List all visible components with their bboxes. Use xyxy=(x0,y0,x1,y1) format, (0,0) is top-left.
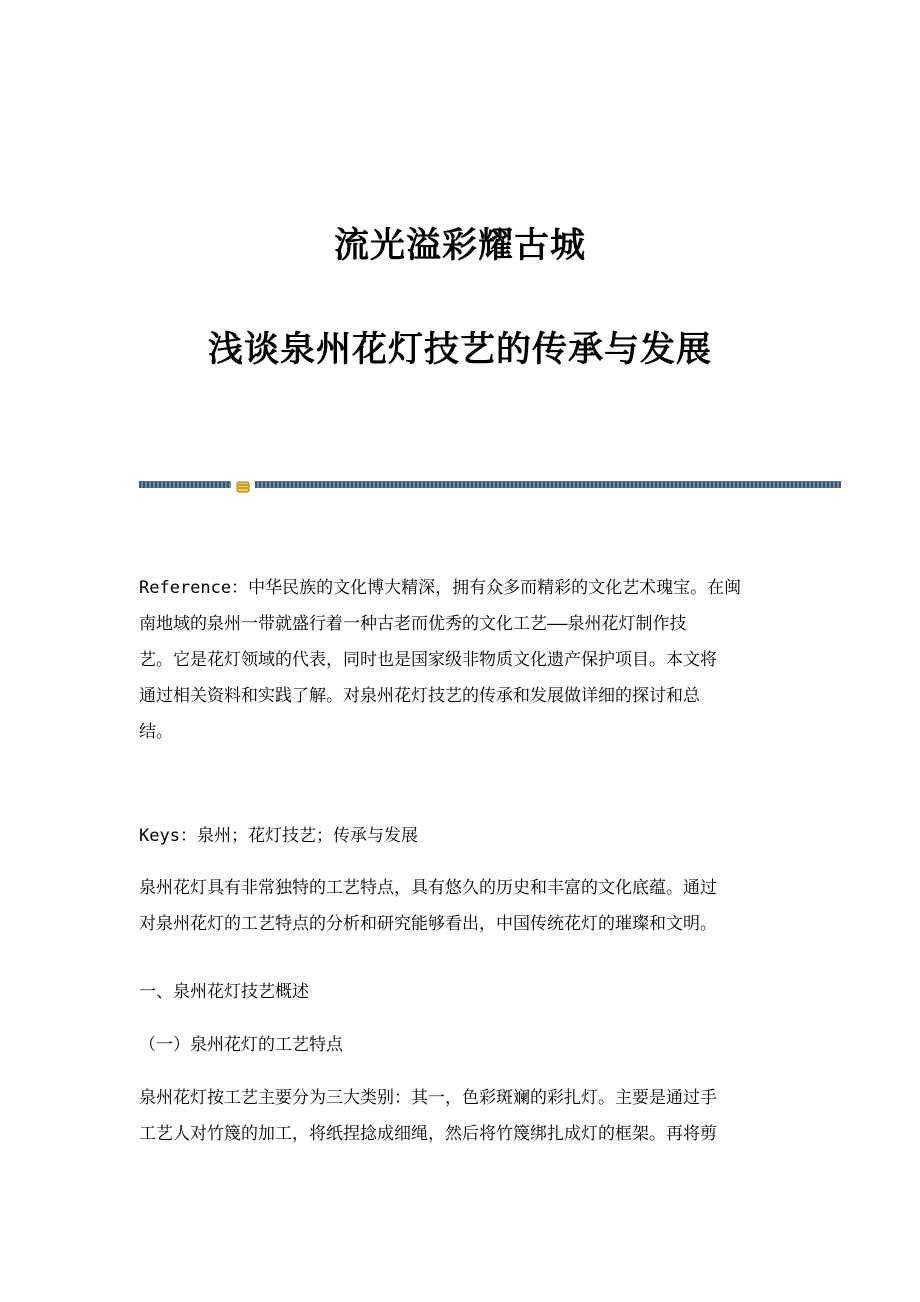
section-heading xyxy=(139,974,779,1010)
abstract-line: Reference：中华民族的文化博大精深，拥有众多而精彩的文化艺术瑰宝。在闽 xyxy=(139,578,742,598)
keywords-text: Keys：泉州；花灯技艺；传承与发展 xyxy=(139,826,418,846)
body-paragraph xyxy=(139,1080,779,1152)
body-line: 工艺人对竹篾的加工，将纸捏捻成细绳，然后将竹篾绑扎成灯的框架。再将剪 xyxy=(139,1124,717,1144)
divider-bar-left xyxy=(139,481,231,488)
abstract-line: 南地域的泉州一带就盛行着一种古老而优秀的文化工艺——泉州花灯制作技 xyxy=(139,614,687,634)
abstract-line: 结。 xyxy=(139,722,173,742)
abstract-line: 艺。它是花灯领域的代表，同时也是国家级非物质文化遗产保护项目。本文将 xyxy=(139,650,717,670)
document-subtitle: 浅谈泉州花灯技艺的传承与发展 xyxy=(207,329,712,370)
document-title: 流光溢彩耀古城 xyxy=(333,225,586,266)
intro-line: 泉州花灯具有非常独特的工艺特点，具有悠久的历史和丰富的文化底蕴。通过 xyxy=(139,878,717,898)
intro-line: 对泉州花灯的工艺特点的分析和研究能够看出，中国传统花灯的璀璨和文明。 xyxy=(139,914,717,934)
abstract-paragraph xyxy=(139,570,779,750)
intro-paragraph xyxy=(139,870,779,942)
body-line: 泉州花灯按工艺主要分为三大类别：其一，色彩斑斓的彩扎灯。主要是通过手 xyxy=(139,1088,717,1108)
keywords-line xyxy=(139,818,779,854)
lantern-emblem-icon xyxy=(236,478,250,490)
abstract-line: 通过相关资料和实践了解。对泉州花灯技艺的传承和发展做详细的探讨和总 xyxy=(139,686,700,706)
title-divider xyxy=(139,478,841,490)
subsection-heading-text: （一）泉州花灯的工艺特点 xyxy=(139,1035,343,1055)
subsection-heading xyxy=(139,1027,779,1063)
section-heading-text: 一、泉州花灯技艺概述 xyxy=(139,982,309,1002)
divider-bar-right xyxy=(255,481,841,488)
